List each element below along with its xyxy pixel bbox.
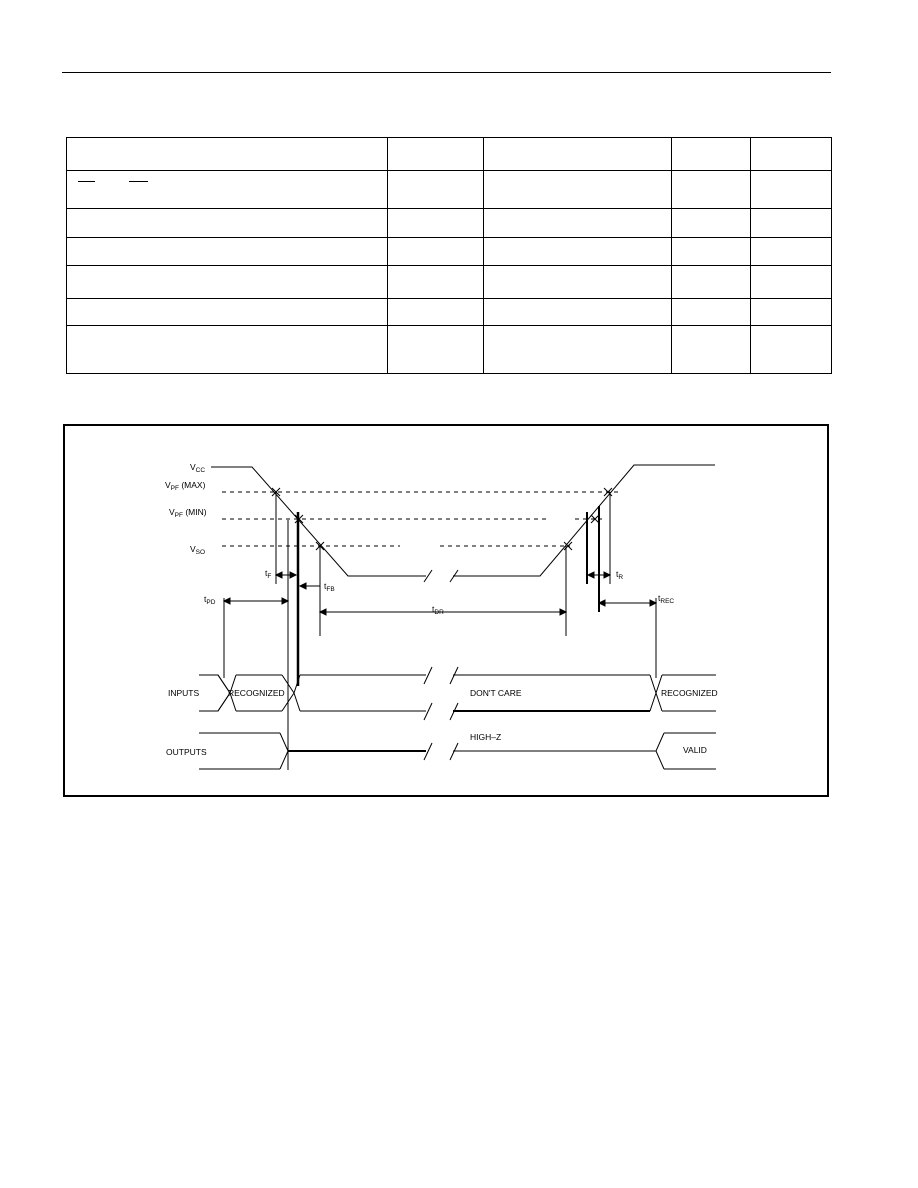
vcc-rising-edge xyxy=(453,465,715,576)
recognized-left-label: RECOGNIZED xyxy=(228,688,285,698)
arrow-head xyxy=(300,583,306,589)
vcc-falling-edge xyxy=(211,467,426,576)
tdr-label: $t_{DR}$ xyxy=(432,604,444,616)
vpf-min-label: $V_{PF}$ (MIN) xyxy=(169,507,207,519)
inputs-label: INPUTS xyxy=(168,688,200,698)
vcc-label: $V_{CC}$ xyxy=(190,462,206,474)
vso-label: $V_{SO}$ xyxy=(190,544,206,556)
vpf-max-label: $V_{PF}$ (MAX) xyxy=(165,480,206,492)
tr-label: $t_R$ xyxy=(616,569,624,581)
vcc-waveform xyxy=(211,465,715,582)
outputs-label: OUTPUTS xyxy=(166,747,207,757)
tf-label: $t_F$ xyxy=(265,568,272,580)
outputs-bus-waveform xyxy=(199,733,716,769)
recognized-right-label: RECOGNIZED xyxy=(661,688,718,698)
tpd-label: $t_{PD}$ xyxy=(204,594,216,606)
valid-label: VALID xyxy=(683,745,707,755)
high-z-label: HIGH–Z xyxy=(470,732,502,742)
trec-label: $t_{REC}$ xyxy=(658,593,675,605)
dont-care-label: DON'T CARE xyxy=(470,688,522,698)
tfb-label: $t_{FB}$ xyxy=(324,581,335,593)
